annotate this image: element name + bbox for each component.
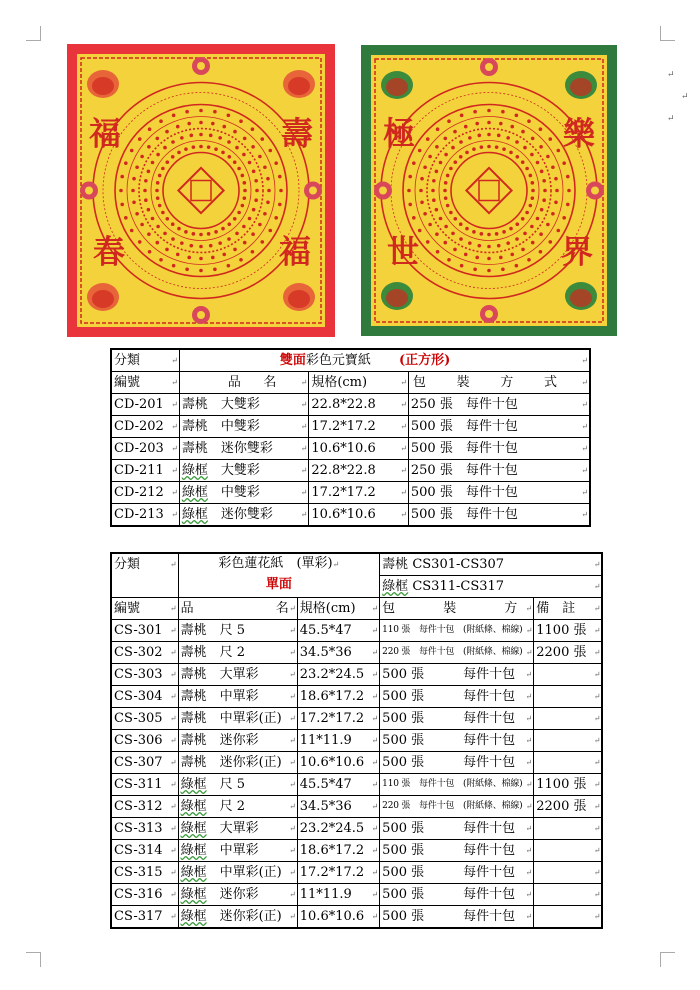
table-row: [111, 906, 602, 929]
product-size: 11*11.9 ↵: [297, 884, 379, 906]
series-peach: 壽桃 CS301-CS307 ↵: [380, 553, 603, 576]
table-row: [111, 862, 602, 884]
table-row: [111, 818, 602, 840]
table-row: [111, 774, 602, 796]
product-name: 壽桃 大單彩 ↵: [178, 664, 297, 686]
paper-character: 界: [560, 232, 594, 271]
product-name: 綠框 尺 5 ↵: [178, 774, 297, 796]
product-name: 壽桃 中雙彩 ↵: [179, 416, 308, 438]
product-name: 壽桃 迷你雙彩 ↵: [179, 438, 308, 460]
product-code: CS-304 ↵: [111, 686, 178, 708]
table-row: [111, 620, 602, 642]
paragraph-mark: ↵: [667, 70, 675, 80]
product-code: CS-301 ↵: [111, 620, 178, 642]
header-note: 備 註 ↵: [534, 598, 603, 620]
note: ↵: [534, 906, 603, 929]
packing: 220 張 每件十包 (附紙條、棉線) ↵: [380, 796, 534, 818]
table-title-row: [111, 349, 590, 372]
note: ↵: [534, 664, 603, 686]
product-code: CS-305 ↵: [111, 708, 178, 730]
product-name: 壽桃 中單彩(正) ↵: [178, 708, 297, 730]
table-row: [111, 752, 602, 774]
product-size: 22.8*22.8 ↵: [309, 394, 409, 416]
product-code: CD-201 ↵: [111, 394, 179, 416]
packing: 500 張 每件十包 ↵: [408, 438, 590, 460]
lotus-paper-table: [110, 552, 603, 929]
paper-character: 春: [92, 232, 126, 271]
packing: 500 張 每件十包 ↵: [380, 730, 534, 752]
product-code: CD-212 ↵: [111, 482, 179, 504]
header-size: 規格(cm) ↵: [309, 372, 409, 394]
packing: 110 張 每件十包 (附紙條、棉線) ↵: [380, 620, 534, 642]
table-row: [111, 642, 602, 664]
header-packing: 包 裝 方 ↵: [380, 598, 534, 620]
product-name: 綠框 迷你彩 ↵: [178, 884, 297, 906]
table-row: [111, 482, 590, 504]
packing: 250 張 每件十包 ↵: [408, 394, 590, 416]
product-name: 壽桃 迷你彩(正) ↵: [178, 752, 297, 774]
crop-mark-top-right: [660, 26, 675, 41]
paper-character: 樂: [562, 114, 596, 153]
packing: 500 張 每件十包 ↵: [408, 416, 590, 438]
paper-character: 世: [386, 232, 420, 271]
table-row: [111, 438, 590, 460]
packing: 500 張 每件十包 ↵: [380, 862, 534, 884]
product-size: 45.5*47 ↵: [297, 620, 379, 642]
note: ↵: [534, 752, 603, 774]
category-label: 分類 ↵: [111, 349, 179, 372]
packing: 500 張 每件十包 ↵: [380, 686, 534, 708]
product-code: CS-307 ↵: [111, 752, 178, 774]
product-code: CS-302 ↵: [111, 642, 178, 664]
product-code: CS-314 ↵: [111, 840, 178, 862]
product-image-red-paper: [67, 44, 335, 337]
note: 2200 張 ↵: [534, 796, 603, 818]
header-size: 規格(cm) ↵: [297, 598, 379, 620]
table-title: 彩色蓮花紙 (單彩)↵ 單面: [178, 553, 380, 598]
note: ↵: [534, 818, 603, 840]
packing: 500 張 每件十包 ↵: [380, 906, 534, 929]
note: 1100 張 ↵: [534, 774, 603, 796]
crop-mark-top-left: [26, 26, 41, 41]
product-name: 壽桃 大雙彩 ↵: [179, 394, 308, 416]
product-name: 綠框 迷你雙彩 ↵: [179, 504, 308, 527]
packing: 500 張 每件十包 ↵: [380, 818, 534, 840]
product-code: CS-312 ↵: [111, 796, 178, 818]
packing: 220 張 每件十包 (附紙條、棉線) ↵: [380, 642, 534, 664]
product-name: 綠框 大雙彩 ↵: [179, 460, 308, 482]
paper-character: 極: [382, 114, 416, 153]
packing: 500 張 每件十包 ↵: [380, 752, 534, 774]
product-code: CD-202 ↵: [111, 416, 179, 438]
product-code: CS-311 ↵: [111, 774, 178, 796]
product-name: 綠框 中雙彩 ↵: [179, 482, 308, 504]
product-code: CS-316 ↵: [111, 884, 178, 906]
product-code: CS-313 ↵: [111, 818, 178, 840]
paper-character: 福: [278, 232, 312, 271]
product-size: 45.5*47 ↵: [297, 774, 379, 796]
header-packing: 包 裝 方 式 ↵: [408, 372, 590, 394]
product-code: CS-303 ↵: [111, 664, 178, 686]
product-name: 綠框 迷你彩(正) ↵: [178, 906, 297, 929]
note: ↵: [534, 686, 603, 708]
double-sided-paper-table: [110, 348, 591, 527]
table-title: 雙面彩色元寶紙 (正方形) ↵: [179, 349, 590, 372]
product-image-green-paper: [361, 45, 617, 336]
header-code: 編號 ↵: [111, 598, 178, 620]
paper-character: 壽: [280, 114, 314, 153]
product-name: 綠框 大單彩 ↵: [178, 818, 297, 840]
product-size: 10.6*10.6 ↵: [309, 504, 409, 527]
product-name: 壽桃 尺 2 ↵: [178, 642, 297, 664]
table-header-row: [111, 372, 590, 394]
crop-mark-bottom-right: [660, 952, 675, 967]
table-row: [111, 504, 590, 527]
packing: 110 張 每件十包 (附紙條、棉線) ↵: [380, 774, 534, 796]
header-name: 品 名 ↵: [178, 598, 297, 620]
product-size: 17.2*17.2 ↵: [297, 708, 379, 730]
header-code: 編號 ↵: [111, 372, 179, 394]
table-row: [111, 730, 602, 752]
product-size: 10.6*10.6 ↵: [297, 906, 379, 929]
product-size: 18.6*17.2 ↵: [297, 840, 379, 862]
product-name: 綠框 中單彩 ↵: [178, 840, 297, 862]
crop-mark-bottom-left: [26, 952, 41, 967]
category-label: 分類 ↵: [111, 553, 178, 598]
note: ↵: [534, 730, 603, 752]
product-size: 18.6*17.2 ↵: [297, 686, 379, 708]
note: 2200 張 ↵: [534, 642, 603, 664]
paragraph-mark: ↵: [667, 114, 675, 124]
product-code: CS-306 ↵: [111, 730, 178, 752]
product-name: 壽桃 迷你彩 ↵: [178, 730, 297, 752]
product-size: 17.2*17.2 ↵: [309, 482, 409, 504]
packing: 250 張 每件十包 ↵: [408, 460, 590, 482]
table-title-row: [111, 553, 602, 576]
product-code: CD-213 ↵: [111, 504, 179, 527]
packing: 500 張 每件十包 ↵: [408, 482, 590, 504]
product-size: 22.8*22.8 ↵: [309, 460, 409, 482]
table-row: [111, 708, 602, 730]
product-size: 17.2*17.2 ↵: [297, 862, 379, 884]
product-size: 23.2*24.5 ↵: [297, 818, 379, 840]
packing: 500 張 每件十包 ↵: [380, 664, 534, 686]
product-code: CD-203 ↵: [111, 438, 179, 460]
product-size: 10.6*10.6 ↵: [309, 438, 409, 460]
product-size: 34.5*36 ↵: [297, 796, 379, 818]
product-code: CD-211 ↵: [111, 460, 179, 482]
table-row: [111, 664, 602, 686]
note: ↵: [534, 840, 603, 862]
product-name: 壽桃 中單彩 ↵: [178, 686, 297, 708]
product-size: 34.5*36 ↵: [297, 642, 379, 664]
packing: 500 張 每件十包 ↵: [380, 840, 534, 862]
packing: 500 張 每件十包 ↵: [380, 884, 534, 906]
paragraph-mark: ↵: [681, 92, 689, 102]
product-size: 17.2*17.2 ↵: [309, 416, 409, 438]
product-size: 11*11.9 ↵: [297, 730, 379, 752]
table-row: [111, 884, 602, 906]
product-name: 壽桃 尺 5 ↵: [178, 620, 297, 642]
product-size: 10.6*10.6 ↵: [297, 752, 379, 774]
note: 1100 張 ↵: [534, 620, 603, 642]
table-row: [111, 840, 602, 862]
product-name: 綠框 尺 2 ↵: [178, 796, 297, 818]
table-row: [111, 460, 590, 482]
packing: 500 張 每件十包 ↵: [408, 504, 590, 527]
packing: 500 張 每件十包 ↵: [380, 708, 534, 730]
product-code: CS-317 ↵: [111, 906, 178, 929]
product-size: 23.2*24.5 ↵: [297, 664, 379, 686]
table-row: [111, 394, 590, 416]
paper-character: 福: [88, 114, 122, 153]
table-row: [111, 416, 590, 438]
table-row: [111, 686, 602, 708]
note: ↵: [534, 708, 603, 730]
series-green: 綠框 CS311-CS317 ↵: [380, 576, 603, 598]
product-code: CS-315 ↵: [111, 862, 178, 884]
product-name: 綠框 中單彩(正) ↵: [178, 862, 297, 884]
green-paper-illustration: [361, 45, 617, 336]
header-name: 品 名 ↵: [179, 372, 308, 394]
note: ↵: [534, 862, 603, 884]
table-header-row: [111, 598, 602, 620]
table-row: [111, 796, 602, 818]
note: ↵: [534, 884, 603, 906]
red-paper-illustration: [67, 44, 335, 337]
